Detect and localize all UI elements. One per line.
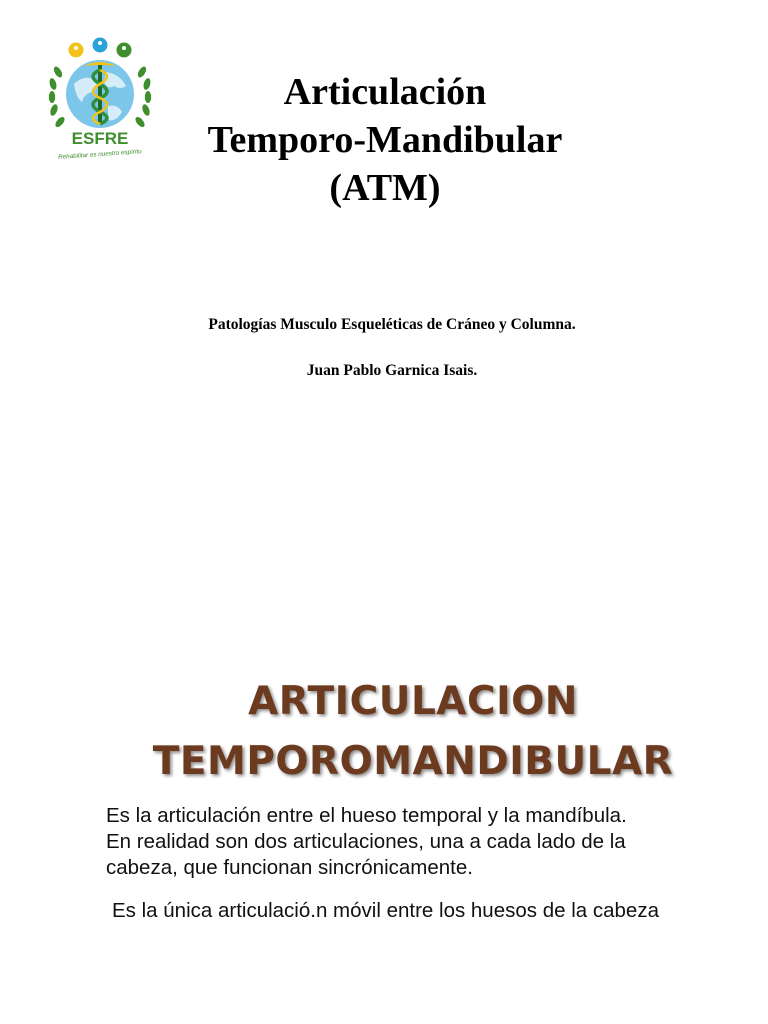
logo-tagline: Rehabilitar es nuestro espíritu [57,148,142,161]
title-line-2: Temporo-Mandibular [207,119,563,161]
author-name: Juan Pablo Garnica Isais. [306,362,478,379]
section-heading-line-2: TEMPOROMANDIBULAR [152,739,674,784]
title-line-1: Articulación [283,71,487,113]
definition-paragraph [106,803,746,881]
note-text: Es la única articulació.n móvil entre los huesos de la cabeza [112,899,659,922]
paragraph-line-3: cabeza, que funcionan sincrónicamente. [106,856,473,879]
document-title [180,68,590,212]
title-line-3: (ATM) [329,167,441,209]
esfre-logo [44,36,156,164]
logo-text: ESFRE [71,129,129,148]
paragraph-line-1: Es la articulación entre el hueso temporal y la mandíbula. [106,804,627,827]
section-heading-line-1: ARTICULACION [248,679,578,724]
course-subject: Patologías Musculo Esqueléticas de Cráneo y Columna. [208,316,576,333]
paragraph-line-2: En realidad son dos articulaciones, una a cada lado de la [106,830,626,853]
section-heading [0,672,768,792]
